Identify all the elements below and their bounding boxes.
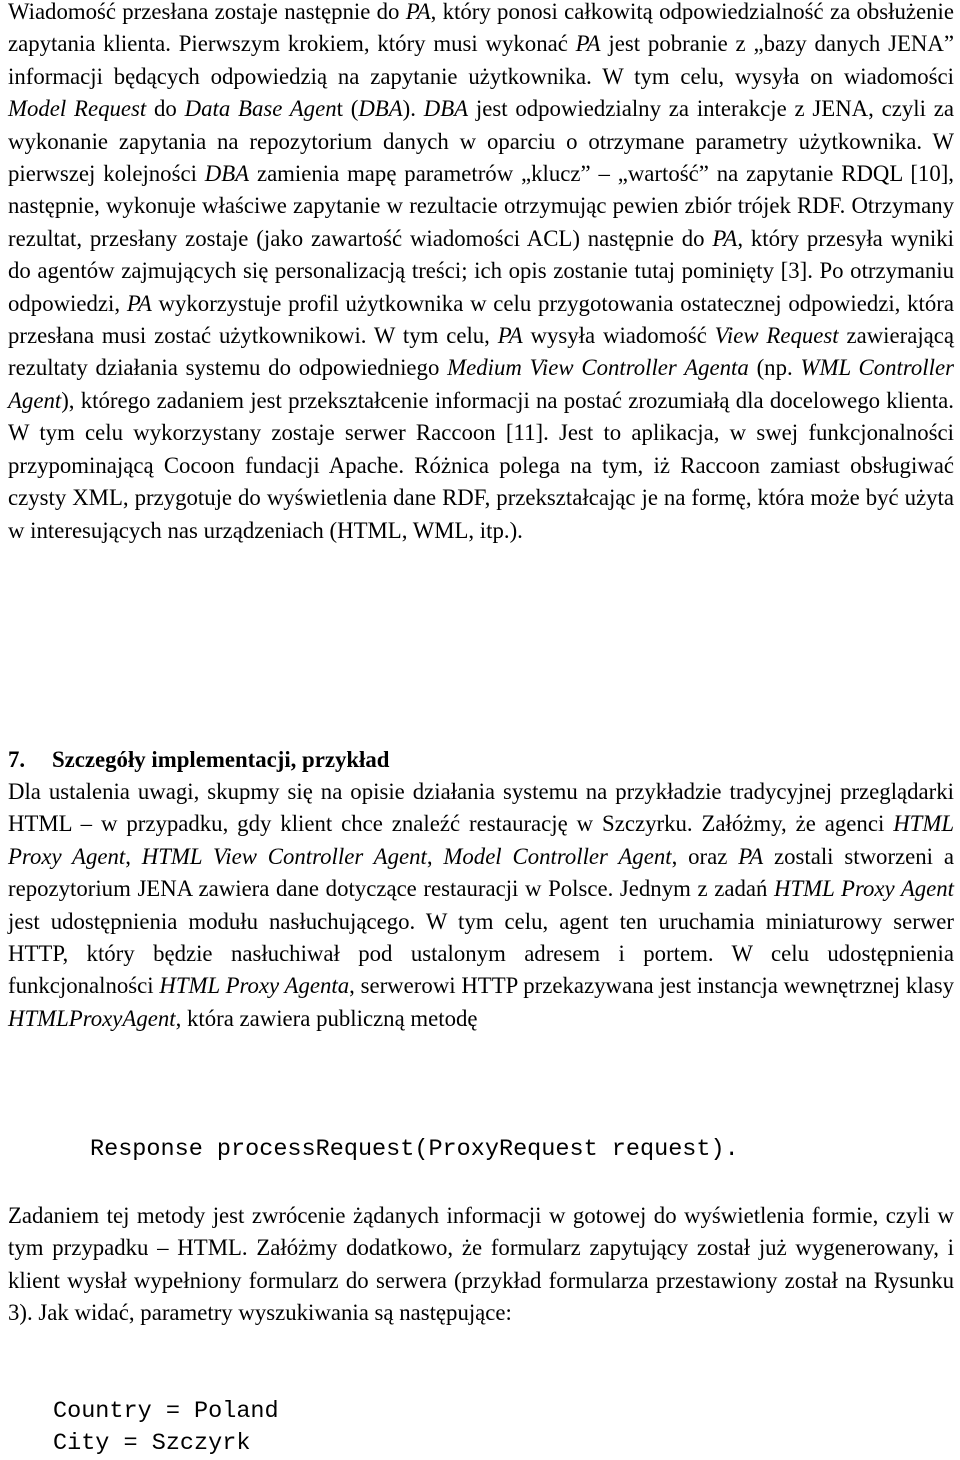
italic-term: HTML Proxy Agent — [774, 876, 955, 902]
body-paragraph-implementation: Dla ustalenia uwagi, skupmy się na opisie działania systemu na przykładzie tradycyjnej przeglądarki HTML – w przypadku, gdy klient chce znaleźć restaurację w Szczyrku. Załóżmy, że agenci HTML Proxy Agent, HTML View Controller Agent, Model Controller Agent, oraz PA zostali stworzeni a repozytorium JENA zawiera dane dotyczące restauracji w Polsce. Jednym z zadań HTML Proxy Agent jest udostępnienia modułu nasłuchującego. W tym celu, agent ten uruchamia miniaturowy serwer HTTP, który będzie nasłuchiwał pod ustalonym adresem i portem. W celu udostępnienia funkcjonalności HTML Proxy Agenta, serwerowi HTTP przekazywana jest instancja wewnętrznej klasy HTMLProxyAgent, która zawiera publiczną metodę — [8, 779, 955, 1031]
italic-term: HTML Proxy Agenta — [159, 973, 350, 999]
italic-term: PA — [497, 323, 523, 349]
section-heading — [8, 744, 954, 776]
italic-term: View Request — [714, 323, 839, 349]
italic-term: DBA — [204, 161, 250, 187]
italic-term: Medium View Controller Agenta — [447, 355, 749, 381]
code-param-city: City = Szczyrk — [53, 1430, 251, 1457]
italic-term: PA — [712, 225, 738, 251]
section-title: Szczegóły implementacji, przykład — [52, 747, 390, 772]
italic-term: HTMLProxyAgent — [8, 1005, 176, 1031]
italic-term: PA — [575, 31, 601, 57]
italic-term: HTML View Controller Agent — [141, 843, 427, 869]
code-method-signature: Response processRequest(ProxyRequest request). — [90, 1136, 739, 1163]
italic-term: Model Request — [8, 96, 147, 122]
body-paragraph-agents-flow: Wiadomość przesłana zostaje następnie do PA, który ponosi całkowitą odpowiedzialność za obsłużenie zapytania klienta. Pierwszym krokiem, który musi wykonać PA jest pobranie z „bazy danych JENA” informacji będących odpowiedzią na zapytanie użytkownika. W tym celu, wysyła on wiadomości Model Request do Data Base Agent (DBA). DBA jest odpowiedzialny za interakcje z JENA, czyli za wykonanie zapytania na repozytorium danych w oparciu o otrzymane parametry użytkownika. W pierwszej kolejności DBA zamienia mapę parametrów „klucz” – „wartość” na zapytanie RDQL [10], następnie, wykonuje właściwe zapytanie w rezultacie otrzymując pewien zbiór trójek RDF. Otrzymany rezultat, przesłany zostaje (jako zawartość wiadomości ACL) następnie do PA, który przesyła wyniki do agentów zajmujących się personalizacją treści; ich opis zostanie tutaj pominięty [3]. Po otrzymaniu odpowiedzi, PA wykorzystuje profil użytkownika w celu przygotowania ostatecznej odpowiedzi, która przesłana musi zostać użytkownikowi. W tym celu, PA wysyła wiadomość View Request zawierającą rezultaty działania systemu do odpowiedniego Medium View Controller Agenta (np. WML Controller Agent), którego zadaniem jest przekształcenie informacji na postać zrozumiałą dla docelowego klienta. W tym celu wykorzystany zostaje serwer Raccoon [11]. Jest to aplikacja, w swej funkcjonalności przypominającą Cocoon fundacji Apache. Różnica polega na tym, iż Raccoon zamiast obsługiwać czysty XML, przygotuje do wyświetlenia dane RDF, przekształcając je na formę, która może być użyta w interesujących nas urządzeniach (HTML, WML, itp.). — [8, 0, 955, 543]
italic-term: DBA — [423, 96, 469, 122]
italic-term: WML Controller Agent — [8, 355, 954, 413]
section-number: 7. — [8, 747, 26, 772]
italic-term: Data Base Agen — [184, 96, 337, 122]
italic-term: DBA — [358, 96, 403, 122]
italic-term: PA — [126, 290, 152, 316]
italic-term: PA — [738, 843, 764, 869]
code-param-country: Country = Poland — [53, 1398, 279, 1425]
italic-term: HTML Proxy Agent — [8, 811, 954, 869]
body-paragraph-method-description: Zadaniem tej metody jest zwrócenie żądanych informacji w gotowej do wyświetlenia formie, czyli w tym przypadku – HTML. Załóżmy dodatkowo, że formularz zapytujący został już wygenerowany, i klient wysłał wypełniony formularz do serwera (przykład formularza przestawiony został na Rysunku 3). Jak widać, parametry wyszukiwania są następujące: — [8, 1203, 954, 1326]
italic-term: PA — [405, 0, 431, 24]
italic-term: Model Controller Agent — [443, 843, 672, 869]
